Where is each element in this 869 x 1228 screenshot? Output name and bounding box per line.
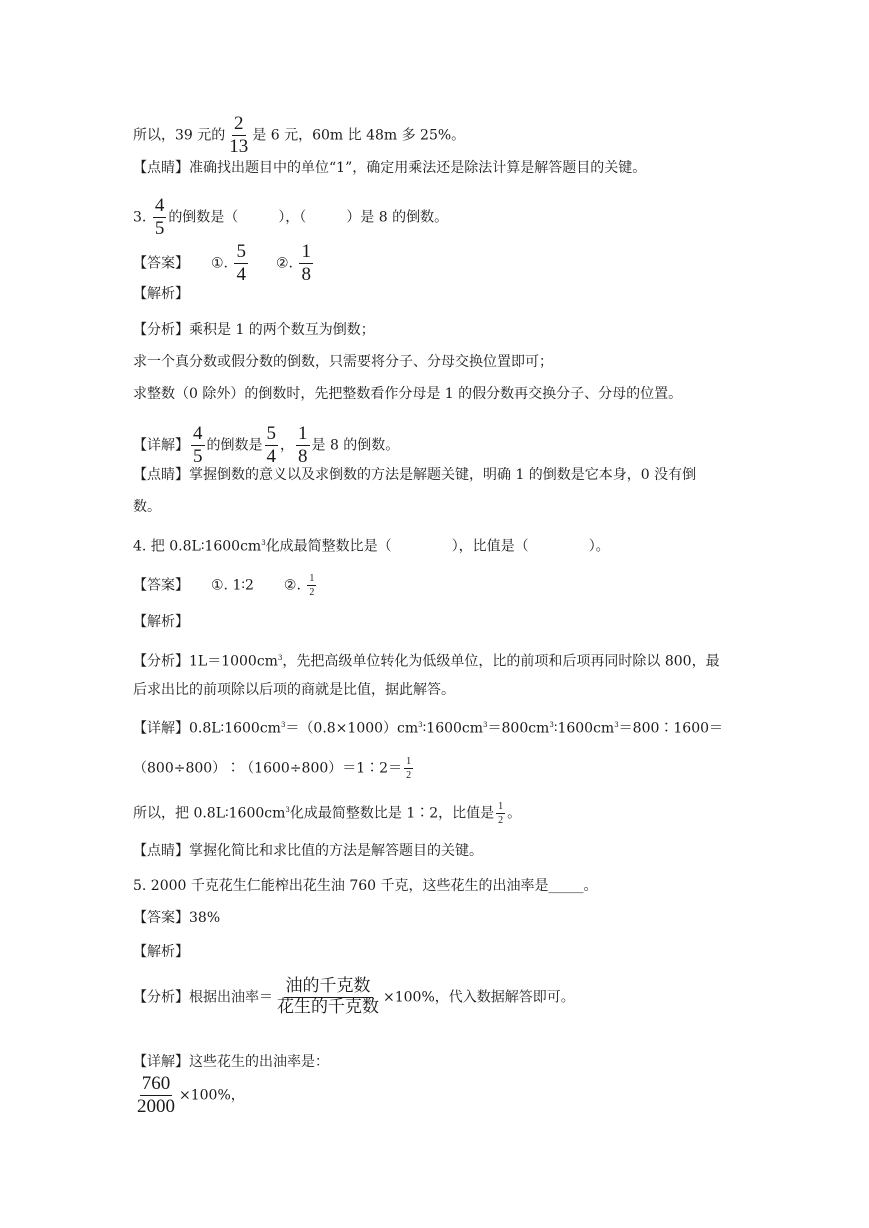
denominator: 4 xyxy=(236,263,246,285)
superscript: 3 xyxy=(280,721,286,729)
numerator: 5 xyxy=(266,423,276,444)
text: 【详解】0.8L∶1600cm xyxy=(133,720,281,737)
denominator: 8 xyxy=(298,445,308,467)
analysis-label-3: 【解析】 xyxy=(133,286,189,302)
text: ＝（0.8×1000）cm xyxy=(285,720,419,737)
text: 化成最简整数比是 1∶2，比值是 xyxy=(289,805,495,822)
answer-4 xyxy=(133,573,318,598)
text: 【分析】1L＝1000cm xyxy=(133,653,278,670)
answer-label: 【答案】 xyxy=(133,255,189,272)
detail-4-line-2 xyxy=(133,756,415,781)
numerator: 1 xyxy=(298,423,308,444)
analysis-4-line-1 xyxy=(133,648,720,672)
numerator: 4 xyxy=(154,195,165,216)
denominator: 13 xyxy=(229,135,249,157)
numerator: 1 xyxy=(498,801,504,813)
line-conclusion-1 xyxy=(133,114,465,157)
denominator: 2 xyxy=(309,587,315,598)
numerator: 1 xyxy=(301,241,311,262)
fraction xyxy=(153,196,167,239)
text: ×100%，代入数据解答即可。 xyxy=(383,989,575,1006)
analysis-label-5: 【解析】 xyxy=(133,944,189,960)
superscript: 3 xyxy=(277,654,283,662)
denominator: 花生的千克数 xyxy=(277,996,379,1017)
answer-3 xyxy=(133,242,315,285)
numerator: 760 xyxy=(141,1073,171,1094)
text: （800÷800）∶（1600÷800）＝1∶2＝ xyxy=(133,760,403,777)
denominator: 2 xyxy=(406,770,412,781)
analysis-3-line-2: 求一个真分数或假分数的倒数，只需要将分子、分母交换位置即可； xyxy=(133,354,553,370)
superscript: 3 xyxy=(418,721,423,729)
denominator: 4 xyxy=(266,445,276,467)
formula-fraction xyxy=(275,978,381,1017)
superscript: 3 xyxy=(614,721,619,729)
detail-label: 【详解】 xyxy=(133,437,189,454)
marker: ①. xyxy=(211,255,229,272)
text: ），比值是（ xyxy=(451,538,529,555)
key-point-3-line-2: 数。 xyxy=(133,499,161,515)
fraction xyxy=(265,424,279,467)
fraction xyxy=(496,801,505,826)
denominator: 2 xyxy=(498,815,504,827)
text: ＝800∶1600＝ xyxy=(618,720,724,737)
answer-label: 【答案】 xyxy=(133,577,189,594)
key-point-4: 【点睛】掌握化简比和求比值的方法是解答题目的关键。 xyxy=(133,843,483,859)
marker: ②. xyxy=(283,577,301,594)
question-5: 5. 2000 千克花生仁能榨出花生油 760 千克，这些花生的出油率是_____。 xyxy=(133,878,598,894)
text: 是 8 的倒数。 xyxy=(311,437,400,454)
answer-5: 【答案】38% xyxy=(133,910,221,926)
text: ∶1600cm xyxy=(553,720,615,737)
conclusion-4 xyxy=(133,800,521,826)
text: 【分析】根据出油率＝ xyxy=(133,989,273,1006)
text: ）。 xyxy=(588,538,610,555)
text: 的倒数是（ xyxy=(168,209,239,226)
marker: ②. xyxy=(275,255,293,272)
denominator: 5 xyxy=(154,217,165,239)
text: 化成最简整数比是（ xyxy=(265,538,392,555)
numerator: 油的千克数 xyxy=(285,976,371,996)
numerator: 1 xyxy=(406,756,412,767)
question-4 xyxy=(133,533,610,557)
text: ），（ xyxy=(278,209,307,226)
numerator: 5 xyxy=(236,241,246,262)
superscript: 3 xyxy=(261,539,266,547)
analysis-3-line-1: 【分析】乘积是 1 的两个数互为倒数； xyxy=(133,322,375,338)
superscript: 3 xyxy=(285,806,290,814)
denominator: 2000 xyxy=(137,1095,175,1117)
marker: ①. 1∶2 xyxy=(211,577,254,594)
text: 。 xyxy=(507,805,522,822)
analysis-3-line-3: 求整数（0 除外）的倒数时，先把整数看作分母是 1 的假分数再交换分子、分母的位置。 xyxy=(133,386,683,402)
fraction xyxy=(234,242,248,285)
fraction xyxy=(299,242,313,285)
fraction xyxy=(307,573,316,598)
fraction xyxy=(404,756,413,781)
text: 4. 把 0.8L∶1600cm xyxy=(133,538,262,555)
fraction xyxy=(227,114,250,157)
text: ×100%， xyxy=(179,1087,245,1104)
numerator: 2 xyxy=(234,113,244,134)
analysis-5 xyxy=(133,978,575,1017)
text: ，先把高级单位转化为低级单位，比的前项和后项再同时除以 800，最 xyxy=(282,653,720,670)
detail-5-calc xyxy=(133,1074,245,1117)
fraction xyxy=(296,424,310,467)
text: ＝800cm xyxy=(487,720,550,737)
analysis-label-4: 【解析】 xyxy=(133,614,189,630)
superscript: 3 xyxy=(483,721,488,729)
numerator: 1 xyxy=(309,573,315,584)
text: ）是 8 的倒数。 xyxy=(346,209,449,226)
question-3 xyxy=(133,196,448,239)
line-key-point-1: 【点睛】准确找出题目中的单位“1”，确定用乘法还是除法计算是解答题目的关键。 xyxy=(133,160,647,176)
text: ， xyxy=(280,437,294,454)
text: 所以，把 0.8L∶1600cm xyxy=(133,805,286,822)
question-number: 3. xyxy=(133,209,147,226)
detail-3 xyxy=(133,424,399,467)
denominator: 5 xyxy=(193,445,203,467)
fraction xyxy=(191,424,205,467)
detail-5: 【详解】这些花生的出油率是： xyxy=(133,1054,329,1070)
text: 所以，39 元的 xyxy=(133,127,226,144)
denominator: 8 xyxy=(301,263,311,285)
text: 的倒数是 xyxy=(206,437,263,454)
text: ∶1600cm xyxy=(422,720,484,737)
numerator: 4 xyxy=(193,423,203,444)
text: 是 6 元，60m 比 48m 多 25%。 xyxy=(252,127,466,144)
superscript: 3 xyxy=(549,721,554,729)
fraction xyxy=(135,1074,177,1117)
key-point-3-line-1: 【点睛】掌握倒数的意义以及求倒数的方法是解题关键，明确 1 的倒数是它本身，0 没有倒 xyxy=(133,467,697,483)
analysis-4-line-2: 后求出比的前项除以后项的商就是比值，据此解答。 xyxy=(133,682,455,698)
detail-4-line-1 xyxy=(133,715,723,739)
